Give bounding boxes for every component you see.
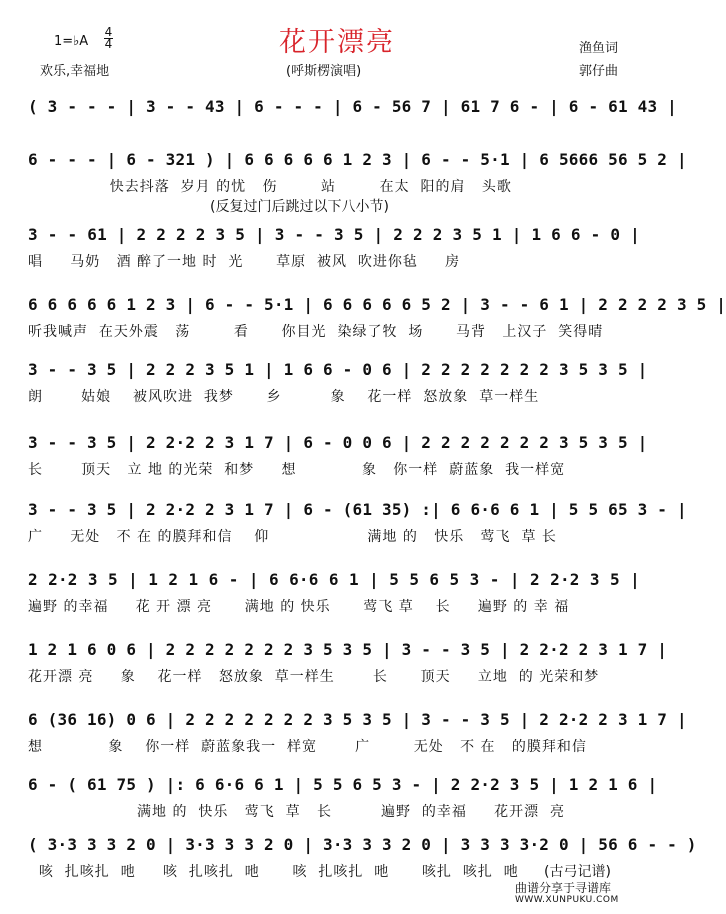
notation-line: 3 - - 3 5 | 2 2·2 2 3 1 7 | 6 - 0 0 6 | 2 2 2 2 2 2 2 3 5 3 5 | [28,433,648,452]
time-top: 4 [104,25,113,39]
notation-line: 2 2·2 3 5 | 1 2 1 6 - | 6 6·6 6 1 | 5 5 6 5 3 - | 2 2·2 3 5 | [28,570,640,589]
lyric-line: 广 无处 不 在 的膜拜和信 仰 满地 的 快乐 莺飞 草 长 [28,529,557,545]
notation-line: 6 - - - | 6 - 321 ) | 6 6 6 6 6 1 2 3 | 6 - - 5·1 | 6 5666 56 5 2 | [28,150,687,169]
notation-line: 6 6 6 6 6 1 2 3 | 6 - - 5·1 | 6 6 6 6 6 5 2 | 3 - - 6 1 | 2 2 2 2 3 5 | [28,295,726,314]
lyric-line: 遍野 的幸福 花 开 漂 亮 满地 的 快乐 莺飞 草 长 遍野 的 幸 福 [28,599,570,615]
time-signature [104,27,113,50]
annotation: (古弓记谱) [544,864,611,880]
key-label: 1=♭A [54,34,89,49]
lyric-line: 满地 的 快乐 莺飞 草 长 遍野 的幸福 花开漂 亮 [28,804,566,820]
notation-line: ( 3 - - - | 3 - - 43 | 6 - - - | 6 - 56 7 | 61 7 6 - | 6 - 61 43 | [28,97,677,116]
lyric-line: 咳 扎咳扎 吔 咳 扎咳扎 吔 咳 扎咳扎 吔 咳扎 咳扎 吔 [28,864,519,880]
lyric-line: 想 象 你一样 蔚蓝象我一 样宽 广 无处 不 在 的膜拜和信 [28,739,587,755]
annotation: (反复过门后跳过以下八小节) [210,199,389,215]
lyric-line: 花开漂 亮 象 花一样 怒放象 草一样生 长 顶天 立地 的 光荣和梦 [28,669,600,685]
lyric-line: 长 顶天 立 地 的光荣 和梦 想 象 你一样 蔚蓝象 我一样宽 [28,462,566,478]
lyric-line: 朗 姑娘 被风吹进 我梦 乡 象 花一样 怒放象 草一样生 [28,389,540,405]
notation-line: 1 2 1 6 0 6 | 2 2 2 2 2 2 2 3 5 3 5 | 3 - - 3 5 | 2 2·2 2 3 1 7 | [28,640,668,659]
notation-line: 6 - ( 61 75 ) |: 6 6·6 6 1 | 5 5 6 5 3 - | 2 2·2 3 5 | 1 2 1 6 | [28,775,658,794]
lyricist-credit: 渔鱼词 [579,41,619,56]
lyric-line: 唱 马奶 酒 醉了一地 时 光 草原 被风 吹进你毡 房 [28,254,461,270]
notation-line: 3 - - 3 5 | 2 2 2 3 5 1 | 1 6 6 - 0 6 | 2 2 2 2 2 2 2 3 5 3 5 | [28,360,648,379]
composer-credit: 郭仔曲 [579,64,619,79]
notation-line: 6 (36 16) 0 6 | 2 2 2 2 2 2 2 3 5 3 5 | 3 - - 3 5 | 2 2·2 2 3 1 7 | [28,710,687,729]
notation-line: 3 - - 3 5 | 2 2·2 2 3 1 7 | 6 - (61 35) :| 6 6·6 6 1 | 5 5 65 3 - | [28,500,687,519]
footer-url: WWW.XUNPUKU.COM [515,895,619,905]
time-bottom: 4 [104,37,113,51]
key-signature [54,34,88,49]
mood-marking: 欢乐,幸福地 [40,64,110,79]
song-title: 花开漂亮 [279,27,395,58]
singer-credit: (呼斯楞演唱) [286,64,362,79]
notation-line: 3 - - 61 | 2 2 2 2 3 5 | 3 - - 3 5 | 2 2 2 3 5 1 | 1 6 6 - 0 | [28,225,640,244]
notation-line: ( 3·3 3 3 2 0 | 3·3 3 3 2 0 | 3·3 3 3 2 0 | 3 3 3 3·2 0 | 56 6 - - ) [28,835,697,854]
lyric-line: 快去抖落 岁月 的忧 伤 站 在太 阳的肩 头歌 [28,179,512,195]
footer-text: 曲谱分享于寻谱库 [515,881,612,895]
lyric-line: 听我喊声 在天外震 荡 看 你目光 染绿了牧 场 马背 上汉子 笑得晴 [28,324,604,340]
